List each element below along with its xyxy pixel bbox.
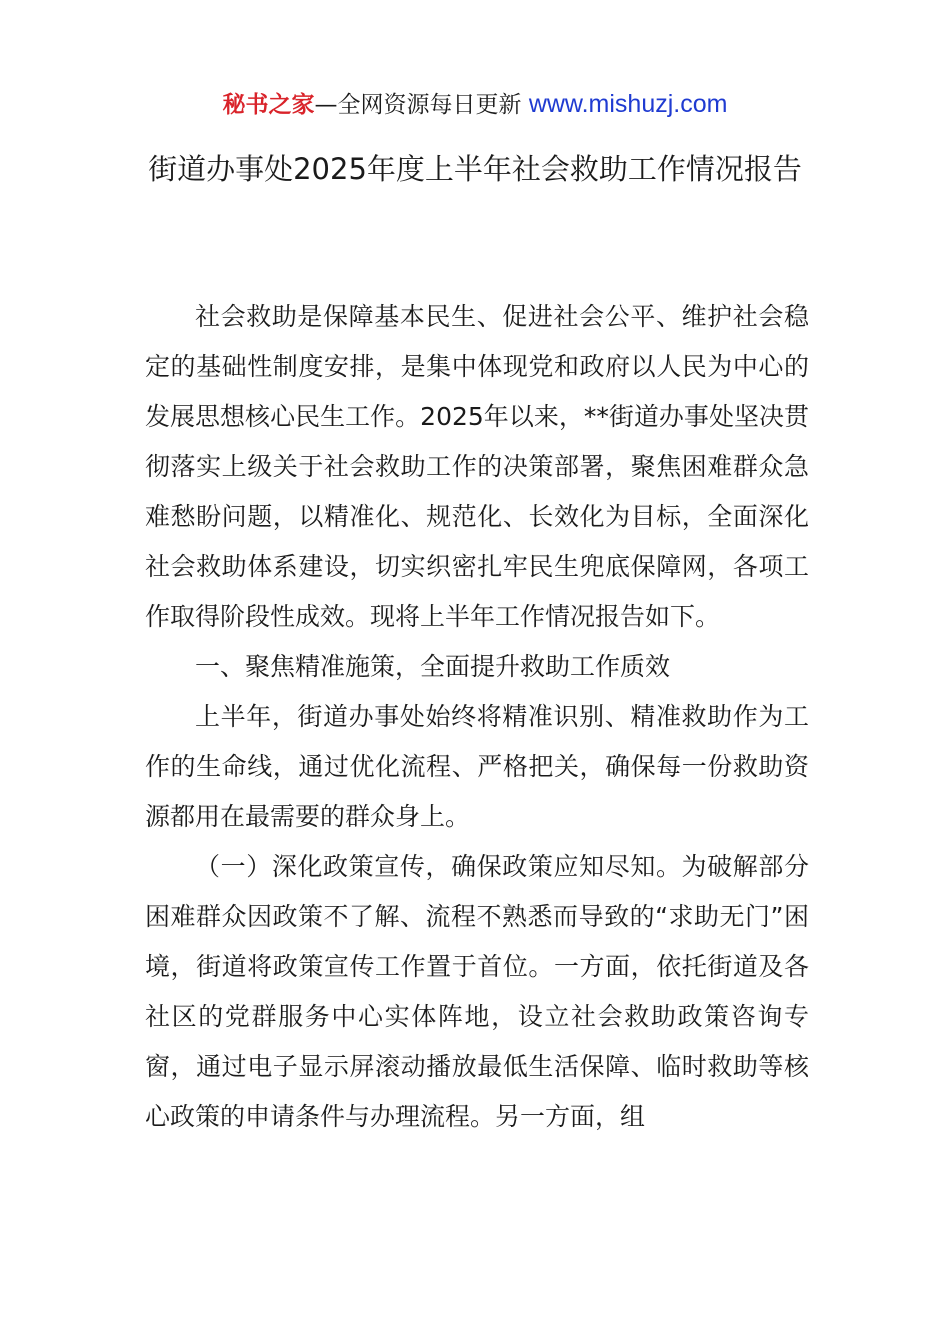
- intro-paragraph: 社会救助是保障基本民生、促进社会公平、维护社会稳定的基础性制度安排，是集中体现党和政府以人民为中心的发展思想核心民生工作。2025年以来，**街道办事处坚决贯彻落实上级关于社会救助工作的决策部署，聚焦困难群众急难愁盼问题，以精准化、规范化、长效化为目标，全面深化社会救助体系建设，切实织密扎牢民生兜底保障网，各项工作取得阶段性成效。现将上半年工作情况报告如下。: [145, 302, 809, 631]
- brand-name: 秘书之家: [222, 92, 315, 118]
- section-heading-1: 一、聚焦精准施策，全面提升救助工作质效: [195, 652, 671, 681]
- header-tagline: —全网资源每日更新: [314, 92, 529, 118]
- site-url-link[interactable]: www.mishuzj.com: [528, 90, 728, 118]
- section-1-paragraph: 上半年，街道办事处始终将精准识别、精准救助作为工作的生命线，通过优化流程、严格把关，确保每一份救助资源都用在最需要的群众身上。: [145, 702, 809, 831]
- subsection-1-paragraph: （一）深化政策宣传，确保政策应知尽知。为破解部分困难群众因政策不了解、流程不熟悉而导致的“求助无门”困境，街道将政策宣传工作置于首位。一方面，依托街道及各社区的党群服务中心实体阵地，设立社会救助政策咨询专窗，通过电子显示屏滚动播放最低生活保障、临时救助等核心政策的申请条件与办理流程。另一方面，组: [145, 852, 809, 1131]
- document-title: 街道办事处2025年度上半年社会救助工作情况报告: [148, 152, 802, 186]
- document-body: [145, 292, 809, 1142]
- site-header: [0, 86, 950, 123]
